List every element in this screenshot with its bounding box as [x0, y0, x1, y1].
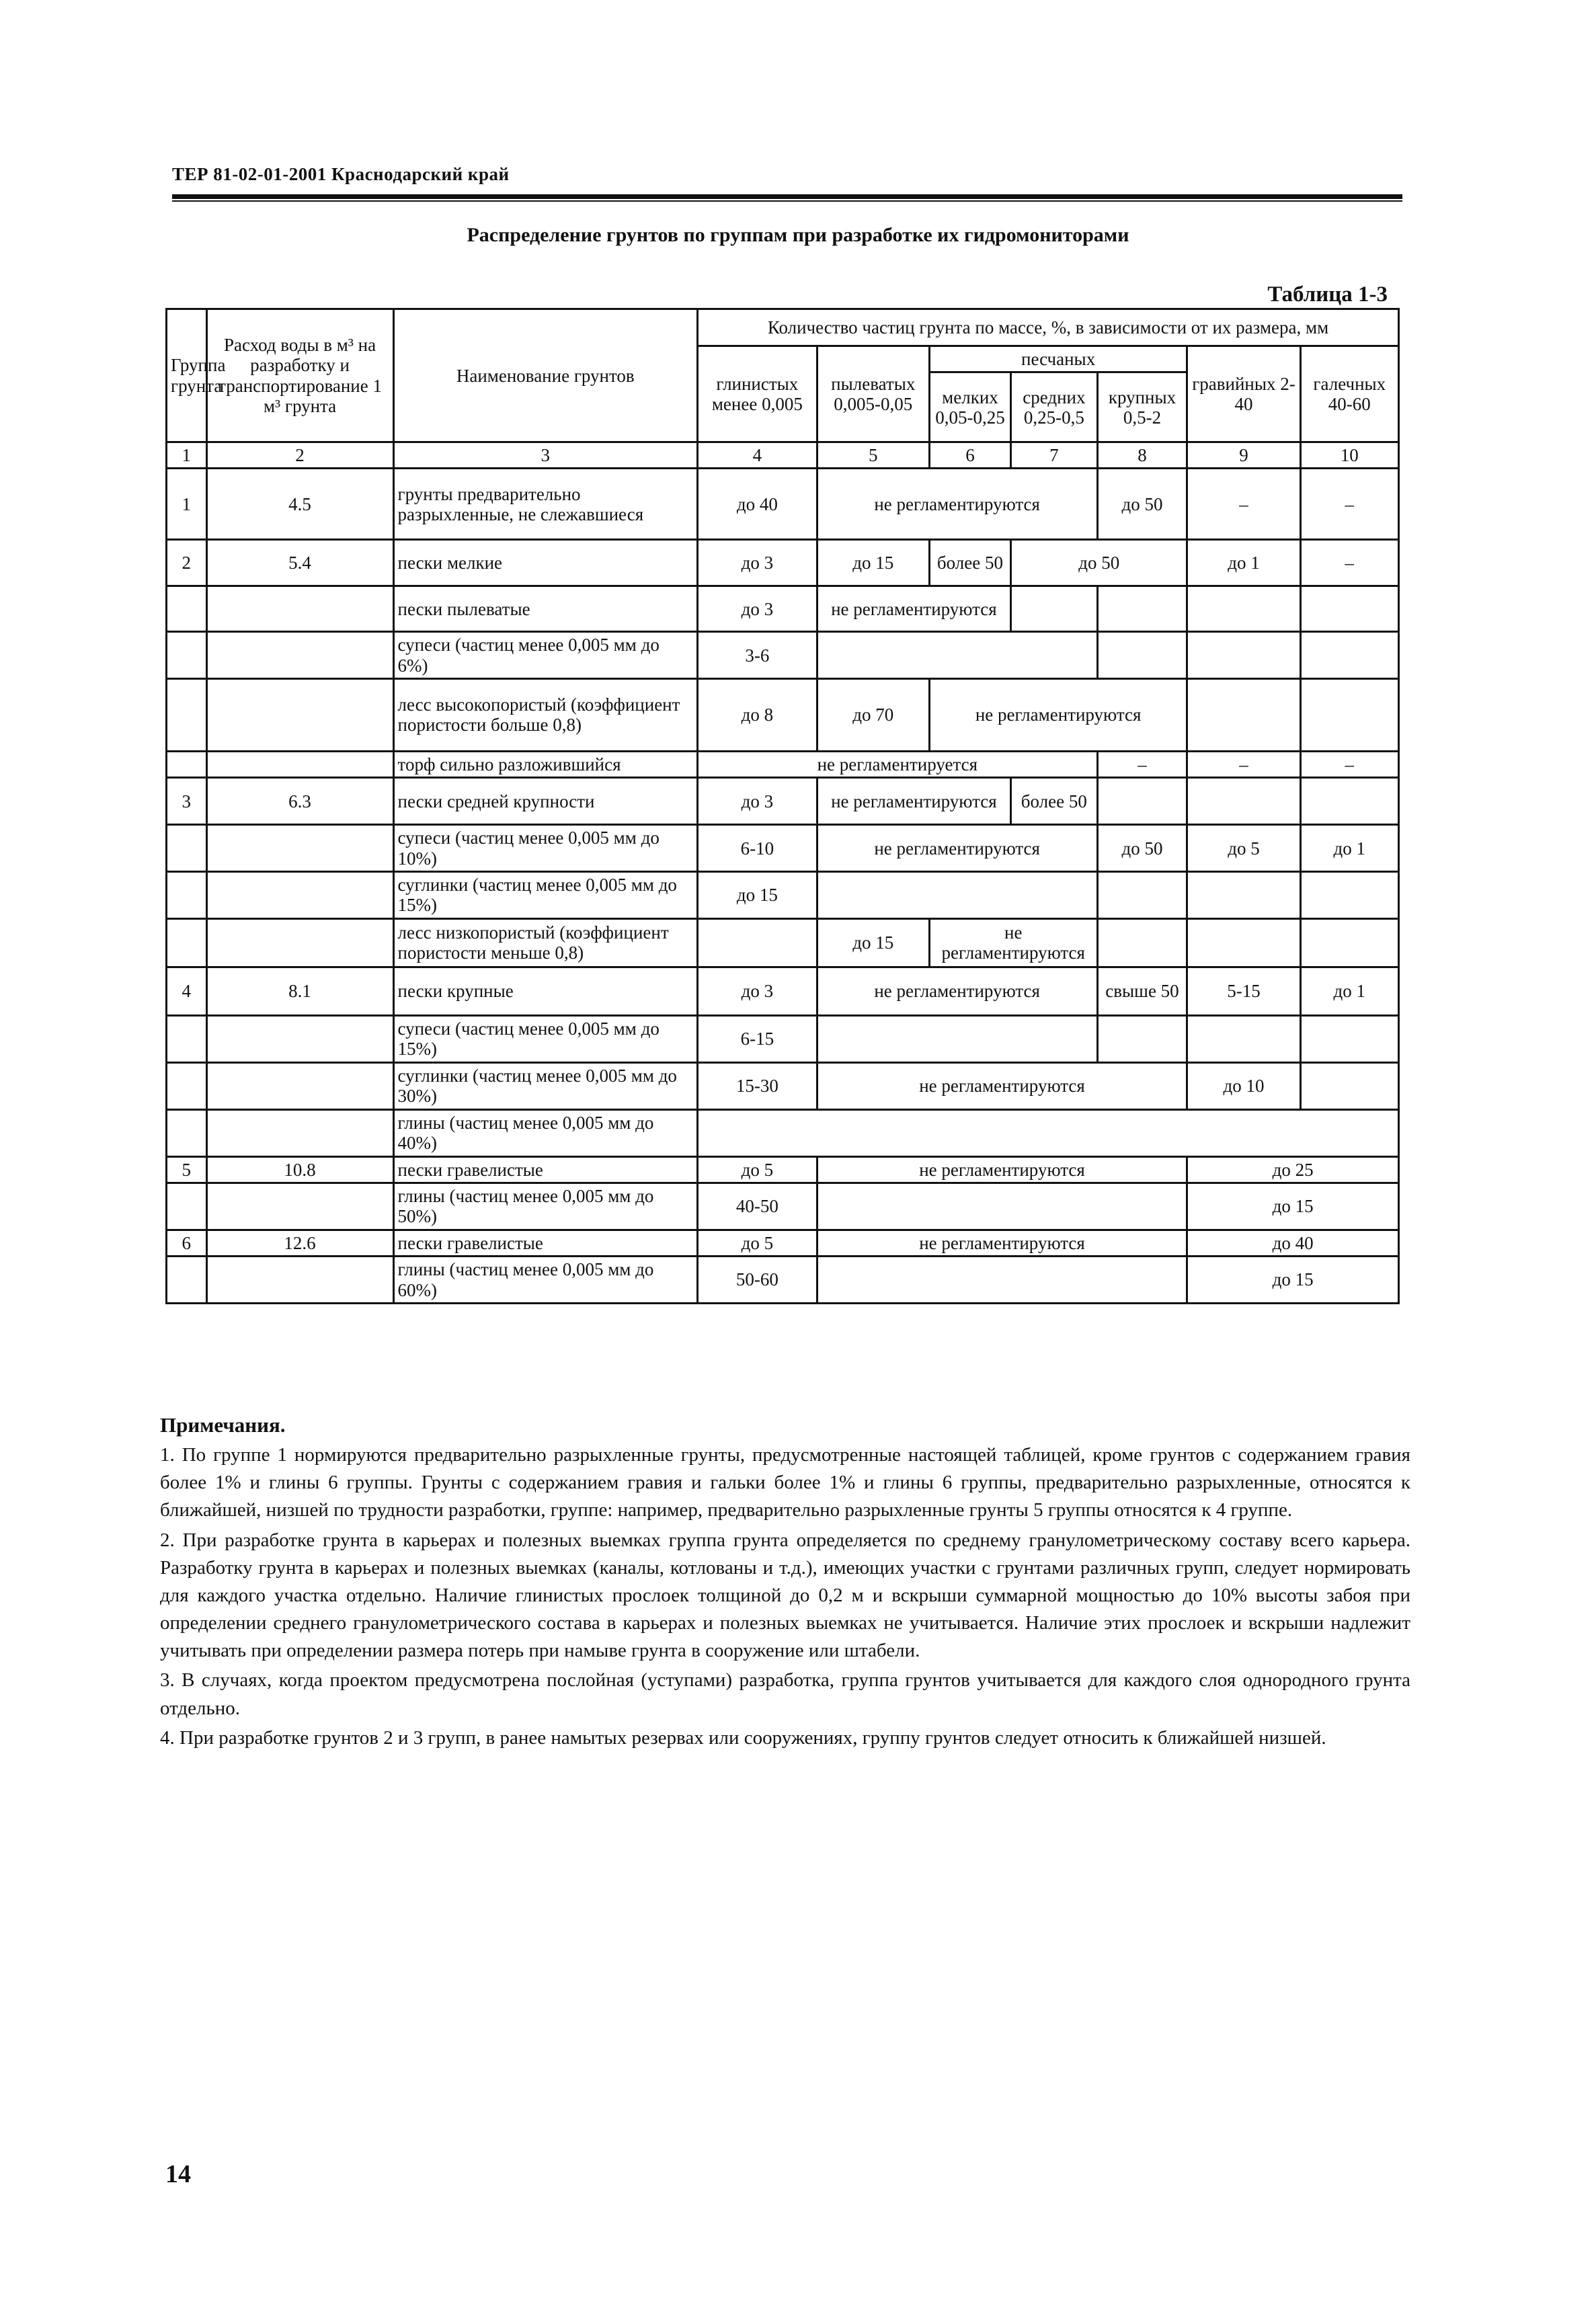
note-item: 2. При разработке грунта в карьерах и полезных выемках группа грунта определяется по среднему гранулометрическому составу всего карьера. Разработку грунта в карьерах и полезных выемках (каналы, котлованы и т.д.), имеющих участки с грунтами различных групп, следует нормировать для каждого участка отдельно. Наличие глинистых прослоек толщиной до 0,2 м и вскрыши суммарной мощностью до 10% высоты забоя при определении среднего гранулометрического состава в карьерах и полезных выемках не учитывается. Наличие этих прослоек и вскрыши надлежит учитывать при определении размера потерь при намыве грунта в сооружение или штабели.	[160, 1529, 1410, 1662]
column-number: 9	[1187, 442, 1300, 469]
cell-gravel: –	[1187, 751, 1300, 777]
cell-group	[167, 1183, 207, 1230]
table-row	[167, 678, 1399, 751]
cell-clay: до 5	[698, 1230, 817, 1256]
header-gravel: гравийных 2-40	[1187, 346, 1300, 442]
cell-silt-to-coarse: не регламентируются	[817, 1062, 1187, 1109]
cell-gravel	[1187, 586, 1300, 632]
soil-groups-table	[165, 308, 1400, 1304]
cell-water	[206, 872, 393, 918]
cell-coarse	[1097, 1015, 1187, 1062]
notes-section	[160, 1410, 1410, 1754]
cell-soil-name: лесс высокопористый (коэффициент пористости больше 0,8)	[393, 678, 697, 751]
note-item: 3. В случаях, когда проектом предусмотрена послойная (уступами) разработка, группа грунтов учитывается для каждого слоя однородного грунта отдельно.	[160, 1669, 1410, 1719]
cell-clay: до 3	[698, 967, 817, 1015]
table-row	[167, 778, 1399, 825]
table-row	[167, 1062, 1399, 1109]
table-row	[167, 1015, 1399, 1062]
document-header: ТЕР 81-02-01-2001 Краснодарский край	[172, 164, 510, 184]
column-number: 10	[1300, 442, 1398, 469]
cell-silt-to-medium: не регламентируются	[817, 469, 1097, 540]
cell-empty	[817, 1257, 1187, 1304]
cell-group	[167, 1015, 207, 1062]
cell-water: 6.3	[206, 778, 393, 825]
cell-group	[167, 1109, 207, 1156]
cell-water: 4.5	[206, 469, 393, 540]
cell-silt-fine: не регламентируются	[817, 586, 1010, 632]
table-row	[167, 469, 1399, 540]
cell-clay: до 3	[698, 778, 817, 825]
cell-clay: 3-6	[698, 632, 817, 678]
table-header-row	[167, 309, 1399, 346]
cell-clay-to-medium: не регламентируется	[698, 751, 1098, 777]
cell-empty	[698, 1109, 1399, 1156]
cell-medium	[1011, 586, 1098, 632]
cell-water	[206, 825, 393, 872]
cell-group	[167, 1257, 207, 1304]
cell-group	[167, 872, 207, 918]
cell-group: 6	[167, 1230, 207, 1256]
cell-coarse	[1097, 632, 1187, 678]
cell-group	[167, 586, 207, 632]
cell-soil-name: глины (частиц менее 0,005 мм до 60%)	[393, 1257, 697, 1304]
cell-pebble: –	[1300, 540, 1398, 586]
cell-water: 12.6	[206, 1230, 393, 1256]
cell-clay: 50-60	[698, 1257, 817, 1304]
cell-soil-name: суглинки (частиц менее 0,005 мм до 15%)	[393, 872, 697, 918]
note-item: 4. При разработке грунтов 2 и 3 групп, в ранее намытых резервах или сооружениях, группу грунтов следует относить к ближайшей низшей.	[160, 1726, 1326, 1749]
note-item: 1. По группе 1 нормируются предварительно разрыхленные грунты, предусмотренные настоящей таблицей, кроме грунтов с содержанием гравия более 1% и глины 6 группы. Грунты с содержанием гравия и гальки более 1% и глины 6 группы, предварительно разрыхленные, относятся к ближайшей, низшей по трудности разработки, группе: например, предварительно разрыхленные грунты 5 группы относятся к 4 группе.	[160, 1444, 1410, 1521]
cell-silt: до 15	[817, 918, 929, 967]
cell-soil-name: пески мелкие	[393, 540, 697, 586]
cell-water: 8.1	[206, 967, 393, 1015]
table-row	[167, 1156, 1399, 1183]
cell-water	[206, 1183, 393, 1230]
cell-water	[206, 918, 393, 967]
cell-pebble	[1300, 872, 1398, 918]
cell-water: 5.4	[206, 540, 393, 586]
header-water: Расход воды в м³ на разработку и транспортирование 1 м³ грунта	[206, 309, 393, 442]
cell-group: 2	[167, 540, 207, 586]
cell-gravel	[1187, 872, 1300, 918]
cell-pebble	[1300, 586, 1398, 632]
cell-clay: до 15	[698, 872, 817, 918]
cell-water	[206, 678, 393, 751]
table-row	[167, 918, 1399, 967]
cell-soil-name: глины (частиц менее 0,005 мм до 50%)	[393, 1183, 697, 1230]
header-name: Наименование грунтов	[393, 309, 697, 442]
cell-clay: 40-50	[698, 1183, 817, 1230]
document-title: Распределение грунтов по группам при разработке их гидромониторами	[467, 224, 1129, 246]
cell-clay: до 40	[698, 469, 817, 540]
cell-water	[206, 1257, 393, 1304]
cell-water	[206, 632, 393, 678]
table-row	[167, 872, 1399, 918]
cell-gravel: до 1	[1187, 540, 1300, 586]
cell-group	[167, 632, 207, 678]
cell-empty	[817, 872, 1097, 918]
cell-clay: до 5	[698, 1156, 817, 1183]
column-number: 6	[929, 442, 1010, 469]
table-row	[167, 632, 1399, 678]
cell-coarse: свыше 50	[1097, 967, 1187, 1015]
cell-soil-name: грунты предварительно разрыхленные, не слежавшиеся	[393, 469, 697, 540]
table-row	[167, 967, 1399, 1015]
column-number: 3	[393, 442, 697, 469]
cell-water	[206, 1062, 393, 1109]
table-row	[167, 1183, 1399, 1230]
cell-coarse: –	[1097, 751, 1187, 777]
header-sand: песчаных	[929, 346, 1187, 372]
cell-group	[167, 918, 207, 967]
cell-water	[206, 1015, 393, 1062]
table-row	[167, 1230, 1399, 1256]
cell-coarse	[1097, 872, 1187, 918]
cell-empty	[817, 632, 1097, 678]
cell-fine-medium: не регламентируются	[929, 918, 1097, 967]
cell-pebble: –	[1300, 751, 1398, 777]
table-row	[167, 1257, 1399, 1304]
cell-clay: до 3	[698, 586, 817, 632]
cell-pebble	[1300, 918, 1398, 967]
table-label: Таблица 1-3	[1267, 282, 1388, 307]
cell-group	[167, 678, 207, 751]
column-number: 4	[698, 442, 817, 469]
cell-silt: до 15	[817, 540, 929, 586]
column-number: 2	[206, 442, 393, 469]
column-number: 5	[817, 442, 929, 469]
cell-coarse	[1097, 778, 1187, 825]
cell-fine: более 50	[929, 540, 1010, 586]
cell-soil-name: супеси (частиц менее 0,005 мм до 15%)	[393, 1015, 697, 1062]
cell-soil-name: пески пылеватые	[393, 586, 697, 632]
cell-group	[167, 825, 207, 872]
cell-gravel: до 5	[1187, 825, 1300, 872]
cell-group: 1	[167, 469, 207, 540]
cell-gravel	[1187, 778, 1300, 825]
cell-water: 10.8	[206, 1156, 393, 1183]
header-clay: глинистых менее 0,005	[698, 346, 817, 442]
cell-pebble	[1300, 1015, 1398, 1062]
table-row	[167, 1109, 1399, 1156]
cell-coarse	[1097, 586, 1187, 632]
cell-gravel	[1187, 678, 1300, 751]
cell-soil-name: пески крупные	[393, 967, 697, 1015]
cell-soil-name: суглинки (частиц менее 0,005 мм до 30%)	[393, 1062, 697, 1109]
column-number: 1	[167, 442, 207, 469]
cell-group	[167, 751, 207, 777]
cell-gravel	[1187, 632, 1300, 678]
cell-soil-name: торф сильно разложившийся	[393, 751, 697, 777]
cell-clay: 15-30	[698, 1062, 817, 1109]
cell-soil-name: глины (частиц менее 0,005 мм до 40%)	[393, 1109, 697, 1156]
cell-clay: до 3	[698, 540, 817, 586]
cell-clay: до 8	[698, 678, 817, 751]
cell-soil-name: пески средней крупности	[393, 778, 697, 825]
cell-pebble	[1300, 778, 1398, 825]
cell-empty	[817, 1183, 1187, 1230]
table-row	[167, 751, 1399, 777]
cell-soil-name: супеси (частиц менее 0,005 мм до 10%)	[393, 825, 697, 872]
cell-soil-name: супеси (частиц менее 0,005 мм до 6%)	[393, 632, 697, 678]
cell-water	[206, 751, 393, 777]
header-medium: средних 0,25-0,5	[1011, 372, 1098, 442]
column-number: 7	[1011, 442, 1098, 469]
cell-pebble: –	[1300, 469, 1398, 540]
cell-medium-coarse: до 50	[1011, 540, 1187, 586]
header-fine: мелких 0,05-0,25	[929, 372, 1010, 442]
header-pebble: галечных 40-60	[1300, 346, 1398, 442]
cell-group: 4	[167, 967, 207, 1015]
cell-group	[167, 1062, 207, 1109]
cell-gravel-pebble: до 40	[1187, 1230, 1399, 1256]
cell-pebble	[1300, 632, 1398, 678]
cell-gravel-pebble: до 25	[1187, 1156, 1399, 1183]
cell-coarse: до 50	[1097, 825, 1187, 872]
cell-soil-name: лесс низкопористый (коэффициент пористости меньше 0,8)	[393, 918, 697, 967]
header-qty: Количество частиц грунта по массе, %, в зависимости от их размера, мм	[698, 309, 1399, 346]
cell-gravel-pebble: до 15	[1187, 1257, 1399, 1304]
cell-gravel-pebble: до 15	[1187, 1183, 1399, 1230]
cell-coarse	[1097, 918, 1187, 967]
cell-pebble	[1300, 678, 1398, 751]
cell-soil-name: пески гравелистые	[393, 1230, 697, 1256]
table-row	[167, 540, 1399, 586]
cell-group: 3	[167, 778, 207, 825]
header-group: Группа грунта	[167, 309, 207, 442]
header-coarse: крупных 0,5-2	[1097, 372, 1187, 442]
cell-silt-to-coarse: не регламентируются	[817, 1156, 1187, 1183]
header-rule	[172, 194, 1402, 199]
cell-soil-name: пески гравелистые	[393, 1156, 697, 1183]
cell-empty	[817, 1015, 1097, 1062]
cell-pebble: до 1	[1300, 967, 1398, 1015]
cell-group: 5	[167, 1156, 207, 1183]
cell-water	[206, 1109, 393, 1156]
cell-pebble: до 1	[1300, 825, 1398, 872]
cell-silt-to-coarse: не регламентируются	[817, 1230, 1187, 1256]
column-numbers-row	[167, 442, 1399, 469]
notes-heading: Примечания.	[160, 1413, 286, 1437]
cell-coarse: до 50	[1097, 469, 1187, 540]
cell-silt-fine: не регламентируются	[817, 778, 1010, 825]
header-rule-thin	[172, 200, 1402, 202]
header-silt: пылеватых 0,005-0,05	[817, 346, 929, 442]
cell-gravel: до 10	[1187, 1062, 1300, 1109]
table-row	[167, 825, 1399, 872]
table-row	[167, 586, 1399, 632]
cell-gravel	[1187, 1015, 1300, 1062]
cell-clay: 6-15	[698, 1015, 817, 1062]
cell-silt-to-medium: не регламентируются	[817, 825, 1097, 872]
cell-gravel: –	[1187, 469, 1300, 540]
cell-medium: более 50	[1011, 778, 1098, 825]
cell-sand-rest: не регламентируются	[929, 678, 1187, 751]
column-number: 8	[1097, 442, 1187, 469]
cell-gravel: 5-15	[1187, 967, 1300, 1015]
cell-silt-to-medium: не регламентируются	[817, 967, 1097, 1015]
cell-gravel	[1187, 918, 1300, 967]
page-number: 14	[165, 2160, 191, 2188]
cell-silt: до 70	[817, 678, 929, 751]
cell-pebble	[1300, 1062, 1398, 1109]
cell-clay	[698, 918, 817, 967]
cell-water	[206, 586, 393, 632]
cell-clay: 6-10	[698, 825, 817, 872]
